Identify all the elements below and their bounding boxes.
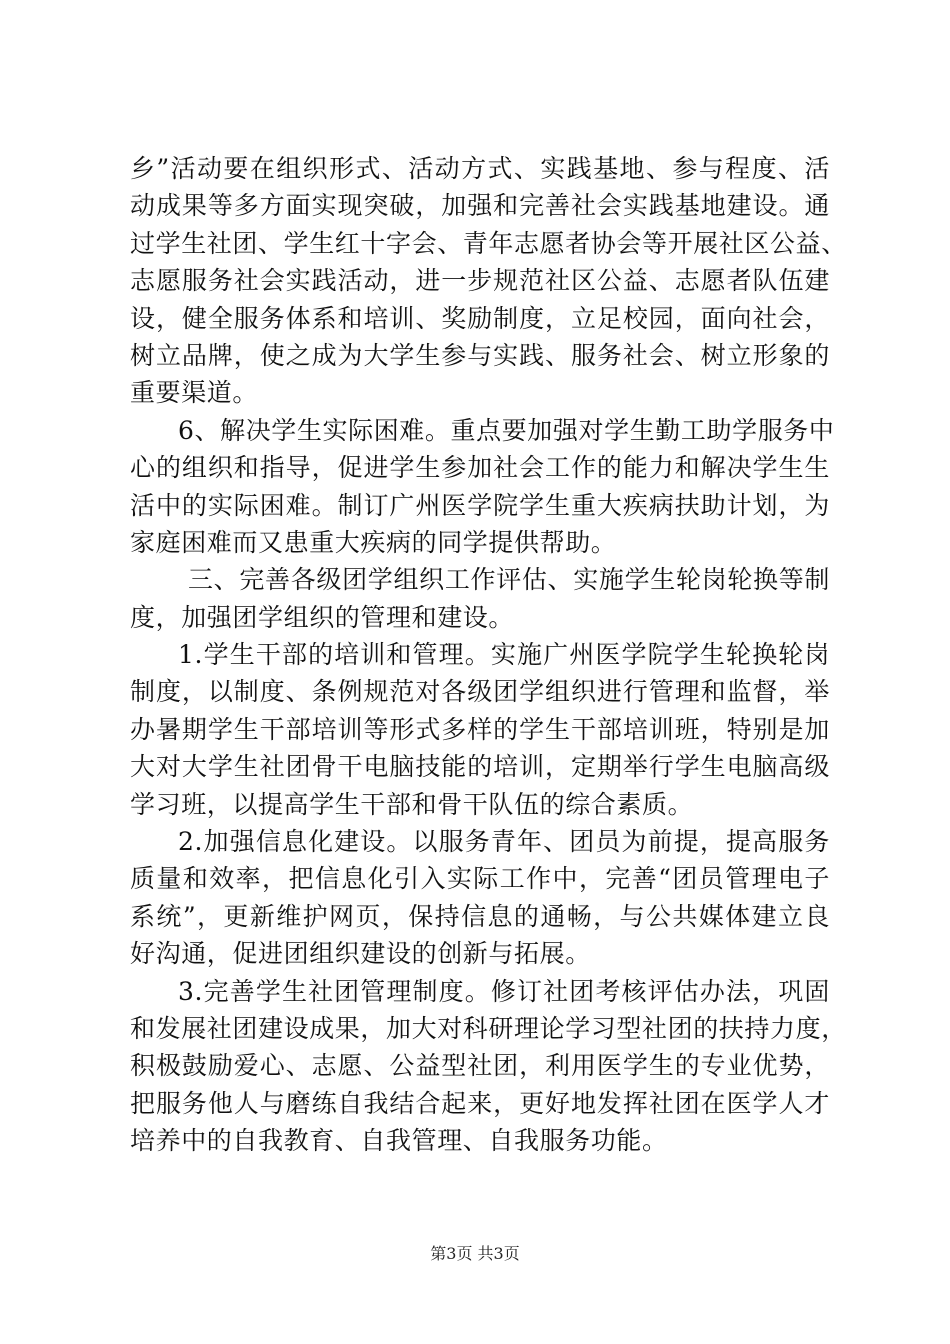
text-line: 活中的实际困难。制订广州医学院学生重大疾病扶助计划，为: [130, 490, 830, 520]
text-line: 过学生社团、学生红十字会、青年志愿者协会等开展社区公益、: [130, 228, 847, 258]
text-line: 系统”，更新维护网页，保持信息的通畅，与公共媒体建立良: [130, 901, 830, 931]
text-line: 度，加强团学组织的管理和建设。: [130, 602, 515, 632]
text-line: 办暑期学生干部培训等形式多样的学生干部培训班，特别是加: [130, 714, 830, 744]
text-line: 2.加强信息化建设。以服务青年、团员为前提，提高服务: [178, 827, 830, 857]
document-body: [130, 150, 847, 1160]
text-line: 好沟通，促进团组织建设的创新与拓展。: [130, 939, 591, 969]
text-line: 心的组织和指导，促进学生参加社会工作的能力和解决学生生: [130, 453, 830, 483]
text-line: 积极鼓励爱心、志愿、公益型社团，利用医学生的专业优势，: [130, 1051, 830, 1081]
text-line: 6、解决学生实际困难。重点要加强对学生勤工助学服务中: [178, 415, 835, 445]
text-line: 志愿服务社会实践活动，进一步规范社区公益、志愿者队伍建: [130, 266, 830, 296]
text-line: 和发展社团建设成果，加大对科研理论学习型社团的扶持力度，: [130, 1013, 847, 1043]
text-line: 1.学生干部的培训和管理。实施广州医学院学生轮换轮岗: [178, 640, 830, 670]
text-line: 大对大学生社团骨干电脑技能的培训，定期举行学生电脑高级: [130, 752, 830, 782]
text-line: 3.完善学生社团管理制度。修订社团考核评估办法，巩固: [178, 976, 830, 1006]
text-line: 把服务他人与磨练自我结合起来，更好地发挥社团在医学人才: [130, 1088, 830, 1118]
text-line: 三、完善各级团学组织工作评估、实施学生轮岗轮换等制: [188, 565, 830, 595]
text-line: 质量和效率，把信息化引入实际工作中，完善“团员管理电子: [130, 864, 830, 894]
text-line: 设，健全服务体系和培训、奖励制度，立足校园，面向社会，: [130, 303, 830, 333]
text-line: 动成果等多方面实现突破，加强和完善社会实践基地建设。通: [130, 191, 830, 221]
text-line: 重要渠道。: [130, 378, 259, 408]
page-footer: 第3页 共3页: [430, 1244, 520, 1263]
text-line: 乡”活动要在组织形式、活动方式、实践基地、参与程度、活: [130, 154, 830, 183]
text-line: 树立品牌，使之成为大学生参与实践、服务社会、树立形象的: [130, 340, 830, 370]
text-line: 学习班，以提高学生干部和骨干队伍的综合素质。: [130, 789, 694, 819]
text-line: 家庭困难而又患重大疾病的同学提供帮助。: [130, 527, 617, 557]
text-line: 制度，以制度、条例规范对各级团学组织进行管理和监督，举: [130, 677, 830, 707]
text-line: 培养中的自我教育、自我管理、自我服务功能。: [130, 1126, 668, 1156]
